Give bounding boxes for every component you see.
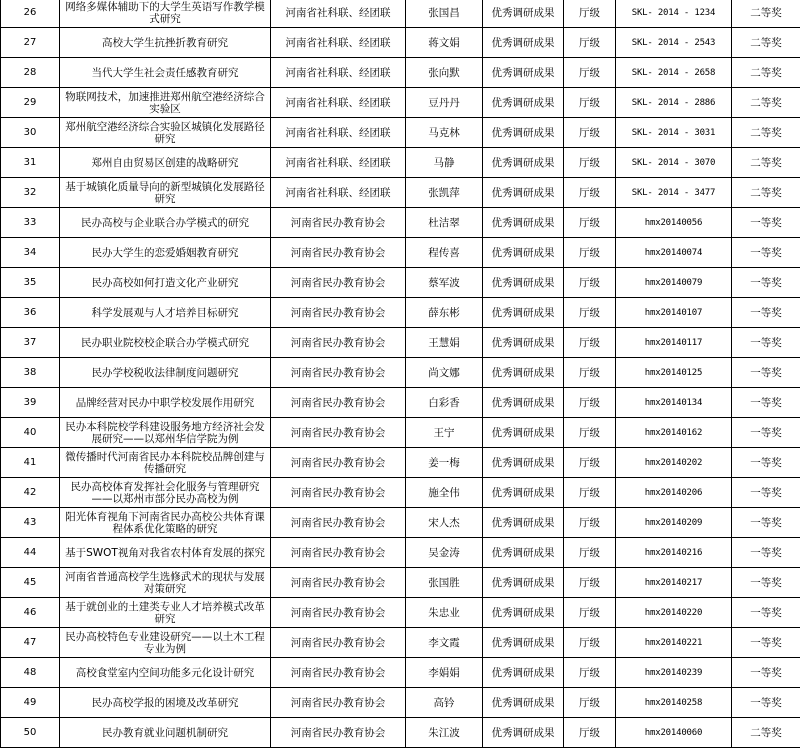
- table-row: [1, 538, 800, 568]
- project-title: 高校食堂室内空间功能多元化设计研究: [60, 658, 271, 688]
- awarding-organization: 河南省民办教育协会: [271, 598, 406, 628]
- row-number: 38: [1, 358, 60, 388]
- table-row: [1, 418, 800, 448]
- award-level: 厅级: [564, 268, 616, 298]
- project-title: 阳光体育视角下河南省民办高校公共体育课程体系优化策略的研究: [60, 508, 271, 538]
- awarding-organization: 河南省民办教育协会: [271, 358, 406, 388]
- author-name: 施全伟: [406, 478, 483, 508]
- award-level: 厅级: [564, 628, 616, 658]
- author-name: 朱江波: [406, 718, 483, 748]
- certificate-code: SKL- 2014 - 1234: [616, 0, 732, 28]
- award-level: 厅级: [564, 418, 616, 448]
- author-name: 薛东彬: [406, 298, 483, 328]
- project-title: 民办高校与企业联合办学模式的研究: [60, 208, 271, 238]
- achievement-type: 优秀调研成果: [483, 688, 564, 718]
- table-row: [1, 28, 800, 58]
- award-level: 厅级: [564, 238, 616, 268]
- award-level: 厅级: [564, 28, 616, 58]
- achievement-type: 优秀调研成果: [483, 598, 564, 628]
- table-row: [1, 658, 800, 688]
- table-row: [1, 718, 800, 748]
- achievement-type: 优秀调研成果: [483, 568, 564, 598]
- awarding-organization: 河南省民办教育协会: [271, 328, 406, 358]
- table-row: [1, 238, 800, 268]
- award-level: 厅级: [564, 58, 616, 88]
- table-row: [1, 478, 800, 508]
- award-level: 厅级: [564, 298, 616, 328]
- awarding-organization: 河南省社科联、经团联: [271, 178, 406, 208]
- certificate-code: hmx20140060: [616, 718, 732, 748]
- table-row: [1, 208, 800, 238]
- row-number: 50: [1, 718, 60, 748]
- awarding-organization: 河南省民办教育协会: [271, 388, 406, 418]
- table-row: [1, 0, 800, 28]
- author-name: 朱忠业: [406, 598, 483, 628]
- certificate-code: SKL- 2014 - 2658: [616, 58, 732, 88]
- achievement-type: 优秀调研成果: [483, 0, 564, 28]
- row-number: 26: [1, 0, 60, 28]
- project-title: 郑州自由贸易区创建的战略研究: [60, 148, 271, 178]
- author-name: 姜一梅: [406, 448, 483, 478]
- author-name: 杜洁翠: [406, 208, 483, 238]
- award-level: 厅级: [564, 598, 616, 628]
- awarding-organization: 河南省民办教育协会: [271, 238, 406, 268]
- certificate-code: hmx20140107: [616, 298, 732, 328]
- award-level: 厅级: [564, 388, 616, 418]
- award-grade: 一等奖: [732, 328, 800, 358]
- table-row: [1, 88, 800, 118]
- row-number: 43: [1, 508, 60, 538]
- author-name: 张国胜: [406, 568, 483, 598]
- author-name: 白彩香: [406, 388, 483, 418]
- row-number: 49: [1, 688, 60, 718]
- awarding-organization: 河南省社科联、经团联: [271, 88, 406, 118]
- author-name: 马克林: [406, 118, 483, 148]
- award-level: 厅级: [564, 0, 616, 28]
- row-number: 44: [1, 538, 60, 568]
- awarding-organization: 河南省社科联、经团联: [271, 118, 406, 148]
- table-row: [1, 298, 800, 328]
- row-number: 47: [1, 628, 60, 658]
- certificate-code: SKL- 2014 - 2886: [616, 88, 732, 118]
- award-level: 厅级: [564, 328, 616, 358]
- table-row: [1, 508, 800, 538]
- project-title: 科学发展观与人才培养目标研究: [60, 298, 271, 328]
- row-number: 29: [1, 88, 60, 118]
- table-row: [1, 448, 800, 478]
- award-grade: 二等奖: [732, 148, 800, 178]
- award-level: 厅级: [564, 448, 616, 478]
- author-name: 李娟娟: [406, 658, 483, 688]
- achievement-type: 优秀调研成果: [483, 148, 564, 178]
- awarding-organization: 河南省民办教育协会: [271, 718, 406, 748]
- award-grade: 一等奖: [732, 658, 800, 688]
- awarding-organization: 河南省民办教育协会: [271, 538, 406, 568]
- award-grade: 二等奖: [732, 0, 800, 28]
- award-level: 厅级: [564, 148, 616, 178]
- awarding-organization: 河南省民办教育协会: [271, 658, 406, 688]
- award-grade: 一等奖: [732, 298, 800, 328]
- award-grade: 一等奖: [732, 238, 800, 268]
- award-level: 厅级: [564, 208, 616, 238]
- row-number: 31: [1, 148, 60, 178]
- award-grade: 一等奖: [732, 598, 800, 628]
- project-title: 网络多媒体辅助下的大学生英语写作教学模式研究: [60, 0, 271, 28]
- achievement-type: 优秀调研成果: [483, 508, 564, 538]
- row-number: 27: [1, 28, 60, 58]
- award-level: 厅级: [564, 178, 616, 208]
- project-title: 民办大学生的恋爱婚姻教育研究: [60, 238, 271, 268]
- project-title: 民办高校如何打造文化产业研究: [60, 268, 271, 298]
- row-number: 39: [1, 388, 60, 418]
- project-title: 郑州航空港经济综合实验区城镇化发展路径研究: [60, 118, 271, 148]
- table-row: [1, 688, 800, 718]
- award-grade: 二等奖: [732, 28, 800, 58]
- project-title: 民办教育就业问题机制研究: [60, 718, 271, 748]
- certificate-code: hmx20140221: [616, 628, 732, 658]
- achievement-type: 优秀调研成果: [483, 28, 564, 58]
- row-number: 42: [1, 478, 60, 508]
- certificate-code: SKL- 2014 - 3070: [616, 148, 732, 178]
- award-grade: 二等奖: [732, 58, 800, 88]
- awarding-organization: 河南省民办教育协会: [271, 688, 406, 718]
- project-title: 民办高校特色专业建设研究——以土木工程专业为例: [60, 628, 271, 658]
- author-name: 张凯萍: [406, 178, 483, 208]
- row-number: 41: [1, 448, 60, 478]
- project-title: 当代大学生社会责任感教育研究: [60, 58, 271, 88]
- project-title: 民办高校学报的困境及改革研究: [60, 688, 271, 718]
- award-grade: 一等奖: [732, 508, 800, 538]
- project-title: 民办本科院校学科建设服务地方经济社会发展研究——以郑州华信学院为例: [60, 418, 271, 448]
- achievement-type: 优秀调研成果: [483, 358, 564, 388]
- row-number: 45: [1, 568, 60, 598]
- award-grade: 一等奖: [732, 208, 800, 238]
- table-row: [1, 568, 800, 598]
- author-name: 张向默: [406, 58, 483, 88]
- award-grade: 一等奖: [732, 358, 800, 388]
- author-name: 王慧娟: [406, 328, 483, 358]
- achievement-type: 优秀调研成果: [483, 628, 564, 658]
- award-level: 厅级: [564, 118, 616, 148]
- award-grade: 一等奖: [732, 688, 800, 718]
- award-grade: 二等奖: [732, 88, 800, 118]
- awarding-organization: 河南省民办教育协会: [271, 568, 406, 598]
- row-number: 36: [1, 298, 60, 328]
- achievement-type: 优秀调研成果: [483, 118, 564, 148]
- row-number: 35: [1, 268, 60, 298]
- table-body: [1, 0, 800, 748]
- author-name: 蔡军波: [406, 268, 483, 298]
- row-number: 30: [1, 118, 60, 148]
- row-number: 48: [1, 658, 60, 688]
- project-title: 基于就创业的土建类专业人才培养模式改革研究: [60, 598, 271, 628]
- achievement-type: 优秀调研成果: [483, 448, 564, 478]
- project-title: 高校大学生抗挫折教育研究: [60, 28, 271, 58]
- certificate-code: hmx20140258: [616, 688, 732, 718]
- row-number: 46: [1, 598, 60, 628]
- certificate-code: hmx20140134: [616, 388, 732, 418]
- achievement-type: 优秀调研成果: [483, 718, 564, 748]
- award-grade: 一等奖: [732, 538, 800, 568]
- author-name: 豆丹丹: [406, 88, 483, 118]
- award-level: 厅级: [564, 358, 616, 388]
- achievement-type: 优秀调研成果: [483, 418, 564, 448]
- project-title: 基于城镇化质量导向的新型城镇化发展路径研究: [60, 178, 271, 208]
- project-title: 河南省普通高校学生选修武术的现状与发展对策研究: [60, 568, 271, 598]
- achievement-type: 优秀调研成果: [483, 268, 564, 298]
- certificate-code: hmx20140206: [616, 478, 732, 508]
- row-number: 40: [1, 418, 60, 448]
- author-name: 李文霞: [406, 628, 483, 658]
- certificate-code: hmx20140117: [616, 328, 732, 358]
- awarding-organization: 河南省民办教育协会: [271, 508, 406, 538]
- award-grade: 二等奖: [732, 118, 800, 148]
- award-level: 厅级: [564, 478, 616, 508]
- awarding-organization: 河南省民办教育协会: [271, 448, 406, 478]
- project-title: 物联网技术，加速推进郑州航空港经济综合实验区: [60, 88, 271, 118]
- project-title: 民办学校税收法律制度问题研究: [60, 358, 271, 388]
- author-name: 高钤: [406, 688, 483, 718]
- award-level: 厅级: [564, 538, 616, 568]
- awarding-organization: 河南省民办教育协会: [271, 628, 406, 658]
- achievement-type: 优秀调研成果: [483, 328, 564, 358]
- author-name: 张国昌: [406, 0, 483, 28]
- certificate-code: hmx20140217: [616, 568, 732, 598]
- row-number: 33: [1, 208, 60, 238]
- achievement-type: 优秀调研成果: [483, 88, 564, 118]
- project-title: 民办职业院校校企联合办学模式研究: [60, 328, 271, 358]
- award-grade: 一等奖: [732, 448, 800, 478]
- certificate-code: hmx20140074: [616, 238, 732, 268]
- certificate-code: SKL- 2014 - 2543: [616, 28, 732, 58]
- award-grade: 一等奖: [732, 628, 800, 658]
- award-level: 厅级: [564, 88, 616, 118]
- award-grade: 一等奖: [732, 478, 800, 508]
- project-title: 民办高校体育发挥社会化服务与管理研究——以郑州市部分民办高校为例: [60, 478, 271, 508]
- author-name: 宋人杰: [406, 508, 483, 538]
- award-level: 厅级: [564, 568, 616, 598]
- author-name: 尚文娜: [406, 358, 483, 388]
- awarding-organization: 河南省民办教育协会: [271, 268, 406, 298]
- certificate-code: hmx20140125: [616, 358, 732, 388]
- awarding-organization: 河南省社科联、经团联: [271, 28, 406, 58]
- awarding-organization: 河南省民办教育协会: [271, 478, 406, 508]
- award-grade: 二等奖: [732, 718, 800, 748]
- awarding-organization: 河南省民办教育协会: [271, 418, 406, 448]
- achievement-type: 优秀调研成果: [483, 388, 564, 418]
- awarding-organization: 河南省社科联、经团联: [271, 0, 406, 28]
- achievement-type: 优秀调研成果: [483, 208, 564, 238]
- awarding-organization: 河南省社科联、经团联: [271, 148, 406, 178]
- certificate-code: hmx20140202: [616, 448, 732, 478]
- certificate-code: SKL- 2014 - 3031: [616, 118, 732, 148]
- row-number: 37: [1, 328, 60, 358]
- achievement-type: 优秀调研成果: [483, 538, 564, 568]
- project-title: 基于SWOT视角对我省农村体育发展的探究: [60, 538, 271, 568]
- certificate-code: hmx20140056: [616, 208, 732, 238]
- certificate-code: hmx20140209: [616, 508, 732, 538]
- table-row: [1, 358, 800, 388]
- certificate-code: hmx20140162: [616, 418, 732, 448]
- achievement-type: 优秀调研成果: [483, 658, 564, 688]
- author-name: 马静: [406, 148, 483, 178]
- table-row: [1, 268, 800, 298]
- author-name: 王宁: [406, 418, 483, 448]
- certificate-code: hmx20140239: [616, 658, 732, 688]
- award-grade: 一等奖: [732, 568, 800, 598]
- table-row: [1, 388, 800, 418]
- awarding-organization: 河南省社科联、经团联: [271, 58, 406, 88]
- row-number: 34: [1, 238, 60, 268]
- table-row: [1, 58, 800, 88]
- table-row: [1, 328, 800, 358]
- certificate-code: hmx20140079: [616, 268, 732, 298]
- project-title: 品牌经营对民办中职学校发展作用研究: [60, 388, 271, 418]
- author-name: 蒋文娟: [406, 28, 483, 58]
- table-row: [1, 178, 800, 208]
- achievement-type: 优秀调研成果: [483, 298, 564, 328]
- award-grade: 一等奖: [732, 388, 800, 418]
- row-number: 28: [1, 58, 60, 88]
- award-grade: 一等奖: [732, 418, 800, 448]
- awarding-organization: 河南省民办教育协会: [271, 298, 406, 328]
- author-name: 吴金涛: [406, 538, 483, 568]
- award-grade: 二等奖: [732, 178, 800, 208]
- author-name: 程传喜: [406, 238, 483, 268]
- achievement-type: 优秀调研成果: [483, 478, 564, 508]
- certificate-code: hmx20140216: [616, 538, 732, 568]
- awarding-organization: 河南省民办教育协会: [271, 208, 406, 238]
- achievement-type: 优秀调研成果: [483, 238, 564, 268]
- achievement-type: 优秀调研成果: [483, 58, 564, 88]
- table-row: [1, 148, 800, 178]
- award-level: 厅级: [564, 508, 616, 538]
- award-level: 厅级: [564, 658, 616, 688]
- certificate-code: hmx20140220: [616, 598, 732, 628]
- table-row: [1, 598, 800, 628]
- table-row: [1, 118, 800, 148]
- project-title: 微传播时代河南省民办本科院校品牌创建与传播研究: [60, 448, 271, 478]
- table-row: [1, 628, 800, 658]
- award-level: 厅级: [564, 718, 616, 748]
- award-grade: 一等奖: [732, 268, 800, 298]
- certificate-code: SKL- 2014 - 3477: [616, 178, 732, 208]
- award-level: 厅级: [564, 688, 616, 718]
- achievement-type: 优秀调研成果: [483, 178, 564, 208]
- row-number: 32: [1, 178, 60, 208]
